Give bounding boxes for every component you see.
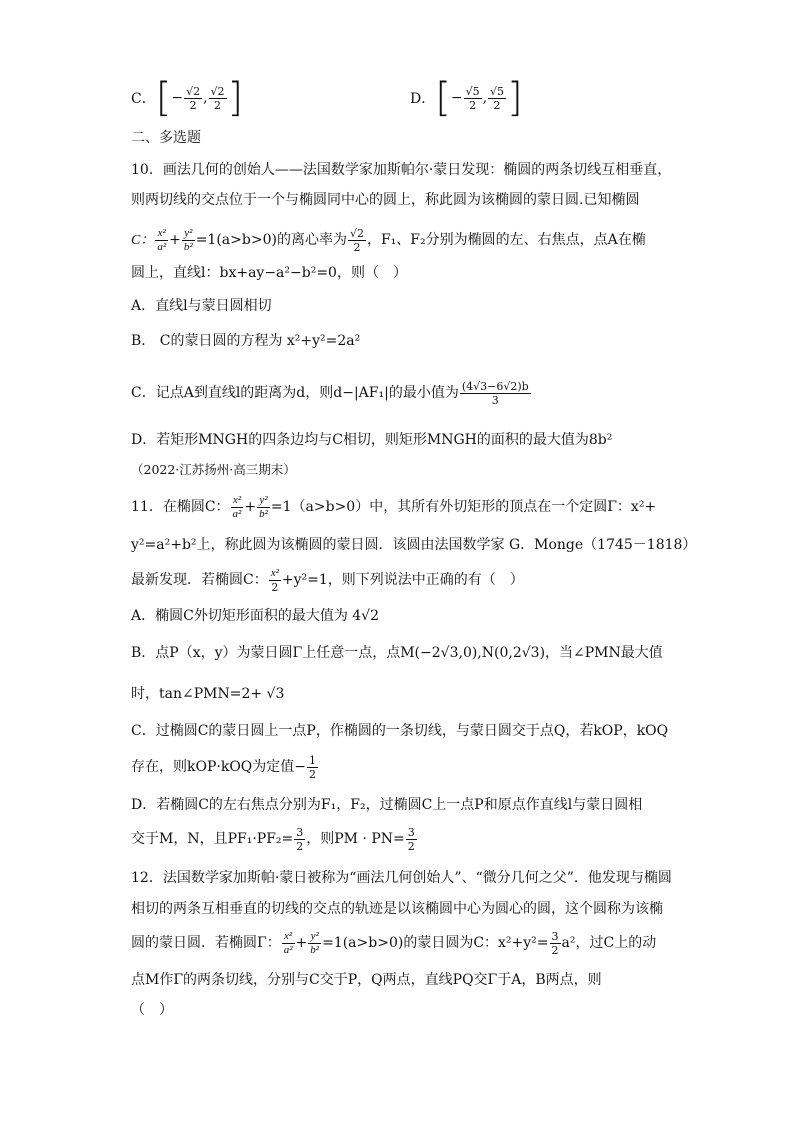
q12-line-5: （ ）: [131, 1002, 173, 1018]
right-bracket-icon: ]: [227, 75, 244, 121]
q10-option-a: A．直线l与蒙日圆相切: [131, 298, 272, 314]
frac-x2-a2: $\frac{\text{x²}}{\text{a²}}$: [232, 493, 242, 520]
frac-x2-a2: $\frac{\text{x²}}{\text{a²}}$: [157, 226, 167, 253]
section-title: 二、多选题: [131, 130, 201, 146]
frac-x2-2: $\frac{\text{x²}}{2}$: [270, 566, 279, 594]
q11-line-3: 最新发现．若椭圆C： $\frac{\text{x²}}{2}$ +y²=1，则下列说法中正确的有（ ）: [131, 566, 524, 594]
option-c-label: C．: [131, 91, 156, 107]
q11-option-b-1: B．点P（x，y）为蒙日圆Γ上任意一点，点M(−2√3,0),N(0,2√3)，当∠PMN最大值: [131, 645, 663, 661]
option-d-left-fraction: $\frac{√5}{2}$: [465, 84, 480, 112]
q11-option-d-1: D．若椭圆C的左右焦点分别为F₁，F₂，过椭圆C上一点P和原点作直线l与蒙日圆相: [131, 797, 643, 813]
q11-option-a: A．椭圆C外切矩形面积的最大值为 4√2: [131, 608, 380, 624]
q10-line-1: 10．画法几何的创始人——法国数学家加斯帕尔·蒙日发现：椭圆的两条切线互相垂直，: [131, 162, 672, 178]
frac-min-value: $\frac{(4√3-6√2)b}{3}$: [461, 379, 529, 407]
q12-line-4: 点M作Γ的两条切线，分别与C交于P，Q两点，直线PQ交Γ于A，B两点，则: [131, 972, 602, 988]
q11-line-2: y²=a²+b²上，称此圆为该椭圆的蒙日圆．该圆由法国数学家 G．Monge（1745－1818）: [131, 537, 697, 553]
frac-three-halves: $\frac{3}{2}$: [551, 929, 559, 957]
frac-x2-a2: $\frac{\text{x²}}{\text{a²}}$: [283, 929, 293, 956]
option-d-prev: D． [ − $\frac{√5}{2}$ , $\frac{√5}{2}$ ]: [410, 75, 523, 121]
q12-line-2: 相切的两条互相垂直的切线的交点的轨迹是以该椭圆中心为圆心的圆，这个圆称为该椭: [131, 901, 663, 917]
q12-line-3: 圆的蒙日圆．若椭圆Γ： $\frac{\text{x²}}{\text{a²}}$ + $\frac{\text{y²}}{\text{b²}}$ =1(a>b>0)的蒙日圆为C：x²+y²= $\frac{3}{2}$ a²，过C上的动: [131, 929, 657, 957]
q11-option-c-2: 存在，则kOP·kOQ为定值− $\frac{1}{2}$: [131, 753, 316, 781]
frac-three-halves: $\frac{3}{2}$: [296, 825, 304, 853]
q10-line-4: 圆上，直线l：bx+ay−a²−b²=0，则（ ）: [131, 265, 407, 281]
q10-line-2: 则两切线的交点位于一个与椭圆同中心的圆上，称此圆为该椭圆的蒙日圆.已知椭圆: [131, 192, 640, 208]
q12-line-1: 12．法国数学家加斯帕·蒙日被称为“画法几何创始人”、“微分几何之父”．他发现与椭圆: [131, 870, 672, 886]
right-bracket-icon: ]: [507, 75, 523, 121]
q10-option-d: D．若矩形MNGH的四条边均与C相切，则矩形MNGH的面积的最大值为8b²: [131, 432, 613, 448]
q11-line-1: 11．在椭圆C： $\frac{\text{x²}}{\text{a²}}$ + $\frac{\text{y²}}{\text{b²}}$ =1（a>b>0）中，其所有外切矩形的顶点在一个定圆Γ：x²+: [131, 493, 657, 520]
q11-option-b-2: 时，tan∠PMN=2+ √3: [131, 686, 285, 702]
left-bracket-icon: [: [435, 75, 451, 121]
q11-option-c-1: C．过椭圆C的蒙日圆上一点P，作椭圆的一条切线，与蒙日圆交于点Q，若kOP，kOQ: [131, 723, 669, 739]
option-c-prev: C． [ − $\frac{√2}{2}$ , $\frac{√2}{2}$ ]: [131, 75, 244, 121]
option-d-right-fraction: $\frac{√5}{2}$: [490, 84, 505, 112]
frac-y2-b2: $\frac{\text{y²}}{\text{b²}}$: [259, 493, 268, 520]
q10-source: （2022·江苏扬州·高三期末）: [131, 462, 296, 477]
option-c-right-fraction: $\frac{√2}{2}$: [210, 84, 225, 112]
q10-option-b: B． C的蒙日圆的方程为 x²+y²=2a²: [131, 333, 361, 349]
frac-y2-b2: $\frac{\text{y²}}{\text{b²}}$: [183, 226, 193, 253]
frac-y2-b2: $\frac{\text{y²}}{\text{b²}}$: [310, 929, 320, 956]
frac-half: $\frac{1}{2}$: [309, 753, 316, 781]
frac-three-halves: $\frac{3}{2}$: [407, 825, 415, 853]
frac-sqrt2-2: $\frac{√2}{2}$: [349, 226, 364, 254]
option-c-left-fraction: $\frac{√2}{2}$: [186, 84, 201, 112]
left-bracket-icon: [: [155, 75, 172, 121]
q10-option-c: C．记点A到直线l的距离为d，则d−|AF₁|的最小值为 $\frac{(4√3-6√2)b}{3}$: [131, 379, 529, 407]
q10-line-3: C： $\frac{\text{x²}}{\text{a²}}$ + $\frac{\text{y²}}{\text{b²}}$ =1(a>b>0)的离心率为 $\frac{√2}{2}$ ，F₁、F₂分别为椭圆的左、右焦点，点A在椭: [131, 226, 646, 254]
option-d-label: D．: [410, 91, 436, 107]
q11-option-d-2: 交于M，N，且PF₁·PF₂= $\frac{3}{2}$ ，则PM · PN= $\frac{3}{2}$: [131, 825, 415, 853]
